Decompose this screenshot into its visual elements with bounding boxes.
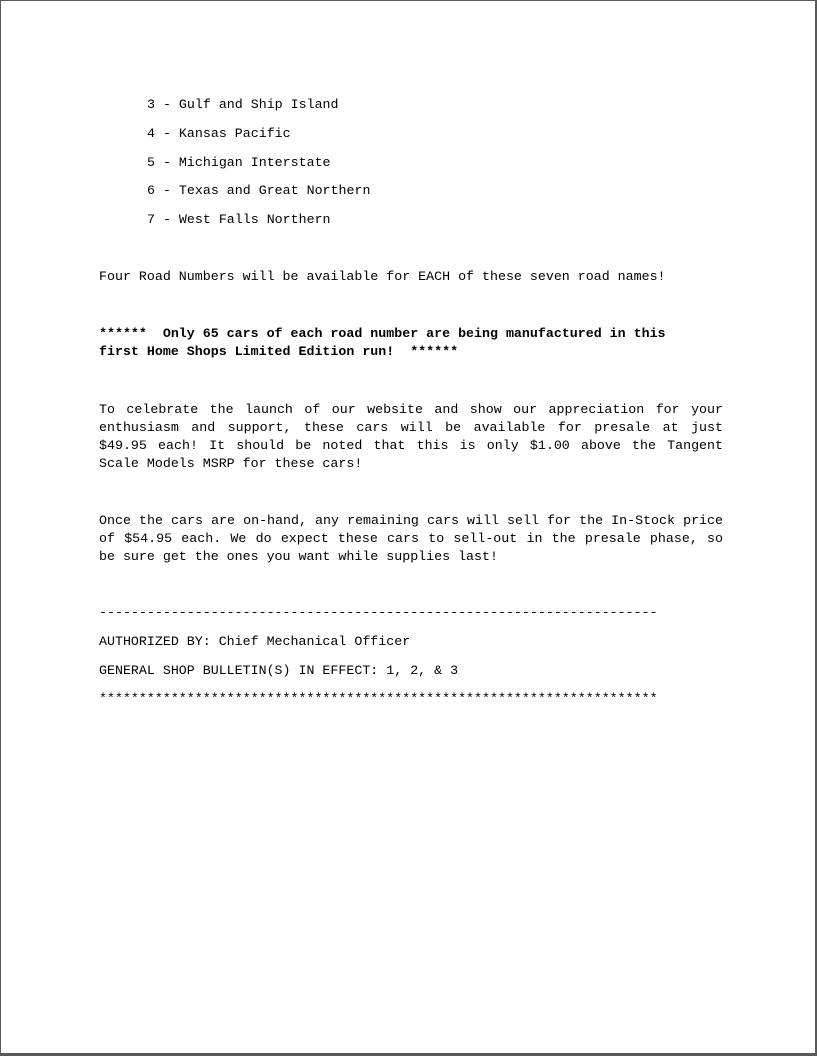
road-name-item: 7 - West Falls Northern (147, 212, 331, 227)
road-numbers-note: Four Road Numbers will be available for EACH of these seven road names! (99, 269, 666, 284)
road-name-item: 6 - Texas and Great Northern (147, 183, 371, 198)
road-name-item: 5 - Michigan Interstate (147, 155, 331, 170)
road-name-item: 4 - Kansas Pacific (147, 126, 291, 141)
limited-notice-line-1: ****** Only 65 cars of each road number are being manufactured in this (99, 326, 666, 341)
star-divider: ********************************************************************** (99, 691, 658, 706)
limited-notice-line-2: first Home Shops Limited Edition run! ****** (99, 344, 459, 359)
instock-paragraph: Once the cars are on-hand, any remaining cars will sell for the In-Stock price of $54.95 each. We do expect these cars to sell-out in the presale phase, so be sure get the ones you want while supplies last! (99, 513, 723, 564)
shop-bulletins: GENERAL SHOP BULLETIN(S) IN EFFECT: 1, 2, & 3 (99, 663, 459, 678)
road-name-item: 3 - Gulf and Ship Island (147, 97, 339, 112)
presale-paragraph: To celebrate the launch of our website and show our appreciation for your enthusiasm and support, these cars will be available for presale at just $49.95 each! It should be noted that this is only $1.00 above the Tangent Scale Models MSRP for these cars! (99, 402, 723, 471)
authorized-by: AUTHORIZED BY: Chief Mechanical Officer (99, 634, 411, 649)
dash-divider: ---------------------------------------------------------------------- (99, 605, 658, 620)
